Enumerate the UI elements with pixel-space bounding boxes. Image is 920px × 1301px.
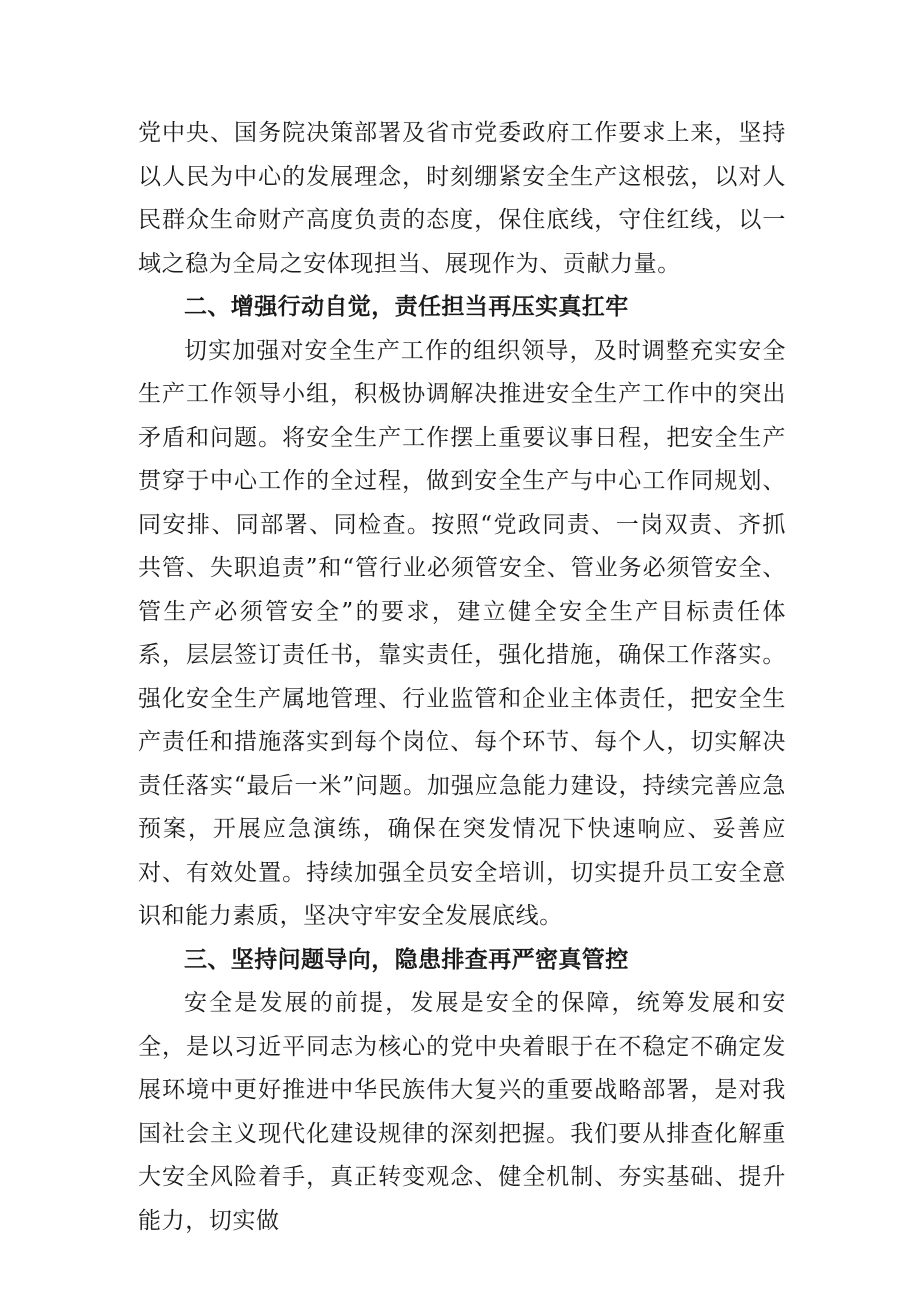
body-paragraph: 切实加强对安全生产工作的组织领导，及时调整充实安全生产工作领导小组，积极协调解决推进安全生产工作中的突出矛盾和问题。将安全生产工作摆上重要议事日程，把安全生产贯穿于中心工作的全过程，做到安全生产与中心工作同规划、同安排、同部署、同检查。按照“党政同责、一岗双责、齐抓共管、失职追责”和“管行业必须管安全、管业务必须管安全、管生产必须管安全”的要求，建立健全安全生产目标责任体系，层层签订责任书，靠实责任，强化措施，确保工作落实。强化安全生产属地管理、行业监管和企业主体责任，把安全生产责任和措施落实到每个岗位、每个环节、每个人，切实解决责任落实“最后一米”问题。加强应急能力建设，持续完善应急预案，开展应急演练，确保在突发情况下快速响应、妥善应对、有效处置。持续加强全员安全培训，切实提升员工安全意识和能力素质，坚决守牢安全发展底线。: [138, 337, 786, 929]
document-body: [138, 112, 786, 1243]
body-paragraph: 安全是发展的前提，发展是安全的保障，统筹发展和安全，是以习近平同志为核心的党中央着眼于在不稳定不确定发展环境中更好推进中华民族伟大复兴的重要战略部署，是对我国社会主义现代化建设规律的深刻把握。我们要从排查化解重大安全风险着手，真正转变观念、健全机制、夯实基础、提升能力，切实做: [138, 990, 786, 1234]
section-heading: 三、坚持问题导向，隐患排查再严密真管控: [184, 946, 629, 973]
body-paragraph: 党中央、国务院决策部署及省市党委政府工作要求上来，坚持以人民为中心的发展理念，时刻绷紧安全生产这根弦，以对人民群众生命财产高度负责的态度，保住底线，守住红线，以一域之稳为全局之安体现担当、展现作为、贡献力量。: [138, 120, 786, 277]
section-heading: 二、增强行动自觉，责任担当再压实真扛牢: [184, 294, 629, 320]
